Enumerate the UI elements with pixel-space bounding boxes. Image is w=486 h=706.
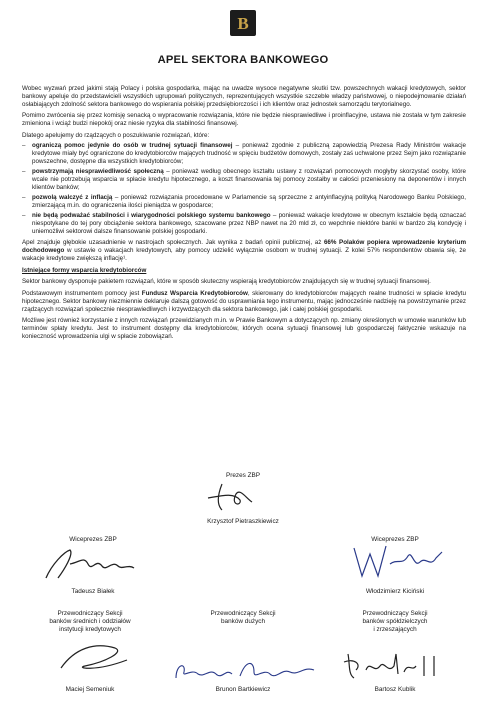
- list-item: [22, 168, 466, 192]
- list-item-bold: ograniczą pomoc jedynie do osób w trudnej sytuacji finansowej: [32, 141, 233, 149]
- list-item-text: – ponieważ rozwiązania procedowane w Parlamencie są sprzeczne z antyinflacyjną polityką Narodowego Banku Polskiego, zmierzającą m.in. do ograniczenia ilości pieniądza w gospodarce;: [32, 193, 466, 209]
- paragraph-6: [22, 290, 466, 314]
- signature-chair-mid-name-block: [178, 686, 308, 694]
- list-item-text: – ponieważ wakacje kredytowe w obecnym kształcie będą oznaczać niespotykane do tej pory obciążenie sektora bankowego, szacowane przez NBP nawet na 20 mld zł, co wepchnie niektóre banki w bardzo złą kondycję i uniemożliwi sektorowi dalsze finansowanie polskiej gospodarki.: [32, 212, 466, 236]
- document-title: APEL SEKTORA BANKOWEGO: [157, 54, 329, 66]
- signatory-role-line1: Przewodniczący Sekcji: [362, 610, 428, 617]
- demands-list: [22, 142, 466, 237]
- signature-chair-right-name-block: [330, 686, 460, 694]
- list-item: [22, 212, 466, 236]
- paragraph-6-text: Podstawowym instrumentem pomocy jest: [22, 289, 142, 297]
- paragraph-7: Możliwe jest również korzystanie z innych rozwiązań przewidzianych m.in. w Prawie Bankowym a dotyczących np. zmiany określonych w umowie warunków lub terminów spłaty kredytu. Jest to instrument dostępny dla kredytobiorców, których ocena sytuacji finansowej lub gospodarczej faktycznie wskazuje na konieczność wprowadzenia ulgi w spłacie zobowiązań.: [22, 316, 466, 341]
- signature-chair-left-scribble: [55, 638, 135, 678]
- list-item-bold: powstrzymają niesprawiedliwość społeczną: [32, 167, 164, 175]
- paragraph-6-text-end: , skierowany do kredytobiorców mających realne trudności w spłacie kredytu hipotecznego. Sektor bankowy niezmiennie deklaruje dalszą gotowość do usprawniania tego instrumentu, mając jednocześnie nadzieję na powstrzymanie przez rządzących rozwiązań społecznie niesprawiedliwych i krzywdzących dla sektora bankowego, jak i całej polskiej gospodarki.: [22, 289, 466, 313]
- list-item-text: – ponieważ zgodnie z publiczną zapowiedzią Prezesa Rady Ministrów wakacje kredytowe miały być ograniczone do kredytobiorców mających trudność w spięciu budżetów domowych, zostały zaś uchwalone przez Sejm jako rozwiązanie powszechne, dostępne dla wszystkich kredytobiorców;: [32, 141, 466, 165]
- signature-vp-right-scribble: [350, 542, 450, 582]
- signatory-role-line2: banków średnich i oddziałów: [49, 618, 131, 625]
- paragraph-6-bold: Fundusz Wsparcia Kredytobiorców: [141, 289, 248, 297]
- logo-letter: B: [237, 13, 249, 33]
- signatory-role-line3: i zrzeszających: [373, 626, 417, 633]
- paragraph-3: Dlatego apelujemy do rządzących o poszukiwanie rozwiązań, które:: [22, 131, 210, 139]
- signatory-name: Bartosz Kublik: [374, 686, 416, 693]
- signatory-name: Włodzimierz Kiciński: [365, 588, 425, 595]
- signature-vp-left: [38, 536, 148, 544]
- signatory-role: Prezes ZBP: [225, 472, 261, 479]
- document-body: [22, 85, 466, 344]
- paragraph-4-bold: 66% Polaków popiera wprowadzenie kryterium dochodowego: [22, 239, 466, 255]
- zbp-logo: [230, 10, 256, 36]
- signatory-role: Wiceprezes ZBP: [371, 536, 419, 543]
- signatory-name: Tadeusz Białek: [71, 588, 115, 595]
- section-heading: Istniejące formy wsparcia kredytobiorców: [22, 267, 147, 275]
- signature-chair-left: [25, 610, 155, 634]
- signatory-name: Maciej Semeniuk: [65, 686, 115, 693]
- paragraph-4-text: Apel znajduje głębokie uzasadnienie w nastrojach społecznych. Jak wynika z badań opinii publicznej, aż: [22, 239, 324, 247]
- signatory-role: Wiceprezes ZBP: [69, 536, 117, 543]
- signature-president-name-block: [178, 518, 308, 526]
- list-item-bold: pozwolą walczyć z inflacją: [32, 193, 113, 201]
- signature-vp-left-scribble: [40, 544, 140, 584]
- signatory-role-line1: Przewodniczący Sekcji: [57, 610, 123, 617]
- signature-president-scribble: [200, 480, 260, 514]
- signatory-role-line3: instytucji kredytowych: [59, 626, 121, 633]
- signature-chair-right-scribble: [340, 648, 450, 684]
- list-item-text: – ponieważ według obecnego kształtu ustawy z rozwiązań pomocowych mogłyby skorzystać osoby, które wcale nie potrzebują wsparcia w spłacie kredytu hipotecznego, a koszt finansowania tej pomocy zostałby w całości przeniesiony na deponentów i innych klientów banków;: [32, 167, 466, 191]
- signatory-name: Brunon Bartkiewicz: [215, 686, 271, 693]
- signature-vp-right-name-block: [340, 588, 450, 596]
- paragraph-4-text-end: w ustawie o wakacjach kredytowych, aby pomocy udzielić wyłącznie osobom w trudnej sytuacji. Z kolei 57% respondentów obawia się, że wakacje kredytowe zwiększą inflację¹.: [22, 247, 466, 263]
- signatures-area: [0, 470, 486, 706]
- list-item-bold: nie będą podważać stabilności i wiarygodności polskiego systemu bankowego: [32, 212, 271, 220]
- signature-president: [193, 472, 293, 480]
- signature-chair-left-name-block: [25, 686, 155, 694]
- signatory-role-line1: Przewodniczący Sekcji: [210, 610, 276, 617]
- signatory-role-line2: banków spółdzielczych: [362, 618, 428, 625]
- list-item: [22, 194, 466, 210]
- signature-chair-mid-scribble: [170, 654, 320, 684]
- paragraph-5: Sektor bankowy dysponuje pakietem rozwiązań, które w sposób skuteczny wspierają kredytobiorców znajdujących się w trudnej sytuacji finansowej.: [22, 278, 431, 286]
- signatory-role-line2: banków dużych: [220, 618, 266, 625]
- list-item: [22, 142, 466, 166]
- intro-paragraph: Wobec wyzwań przed jakimi stają Polacy i polska gospodarka, mając na uwadze wysoce negatywne skutki tzw. powszechnych wakacji kredytowych, sektor bankowy apeluje do przedstawicieli wszystkich ugrupowań politycznych, reprezentujących wszystkie szczeble władzy państwowej, o niepodejmowanie działań osłabiających zdolność sektora bankowego do wspierania polskiej przedsiębiorczości i ich klientów oraz jednostek samorządu terytorialnego.: [22, 85, 466, 109]
- signature-chair-right: [330, 610, 460, 634]
- signature-vp-left-name-block: [38, 588, 148, 596]
- signatory-name: Krzysztof Pietraszkiewicz: [207, 518, 279, 525]
- paragraph-2: Pomimo zwrócenia się przez komisję senacką o wypracowanie rozwiązania, które nie będzie niesprawiedliwe i proinflacyjne, ustawa nie została w tym zakresie zmieniona i wciąż budzi niepokój oraz niesie ryzyka dla stabilności finansowej.: [22, 112, 466, 128]
- signature-chair-mid: [178, 610, 308, 626]
- paragraph-4: [22, 239, 466, 263]
